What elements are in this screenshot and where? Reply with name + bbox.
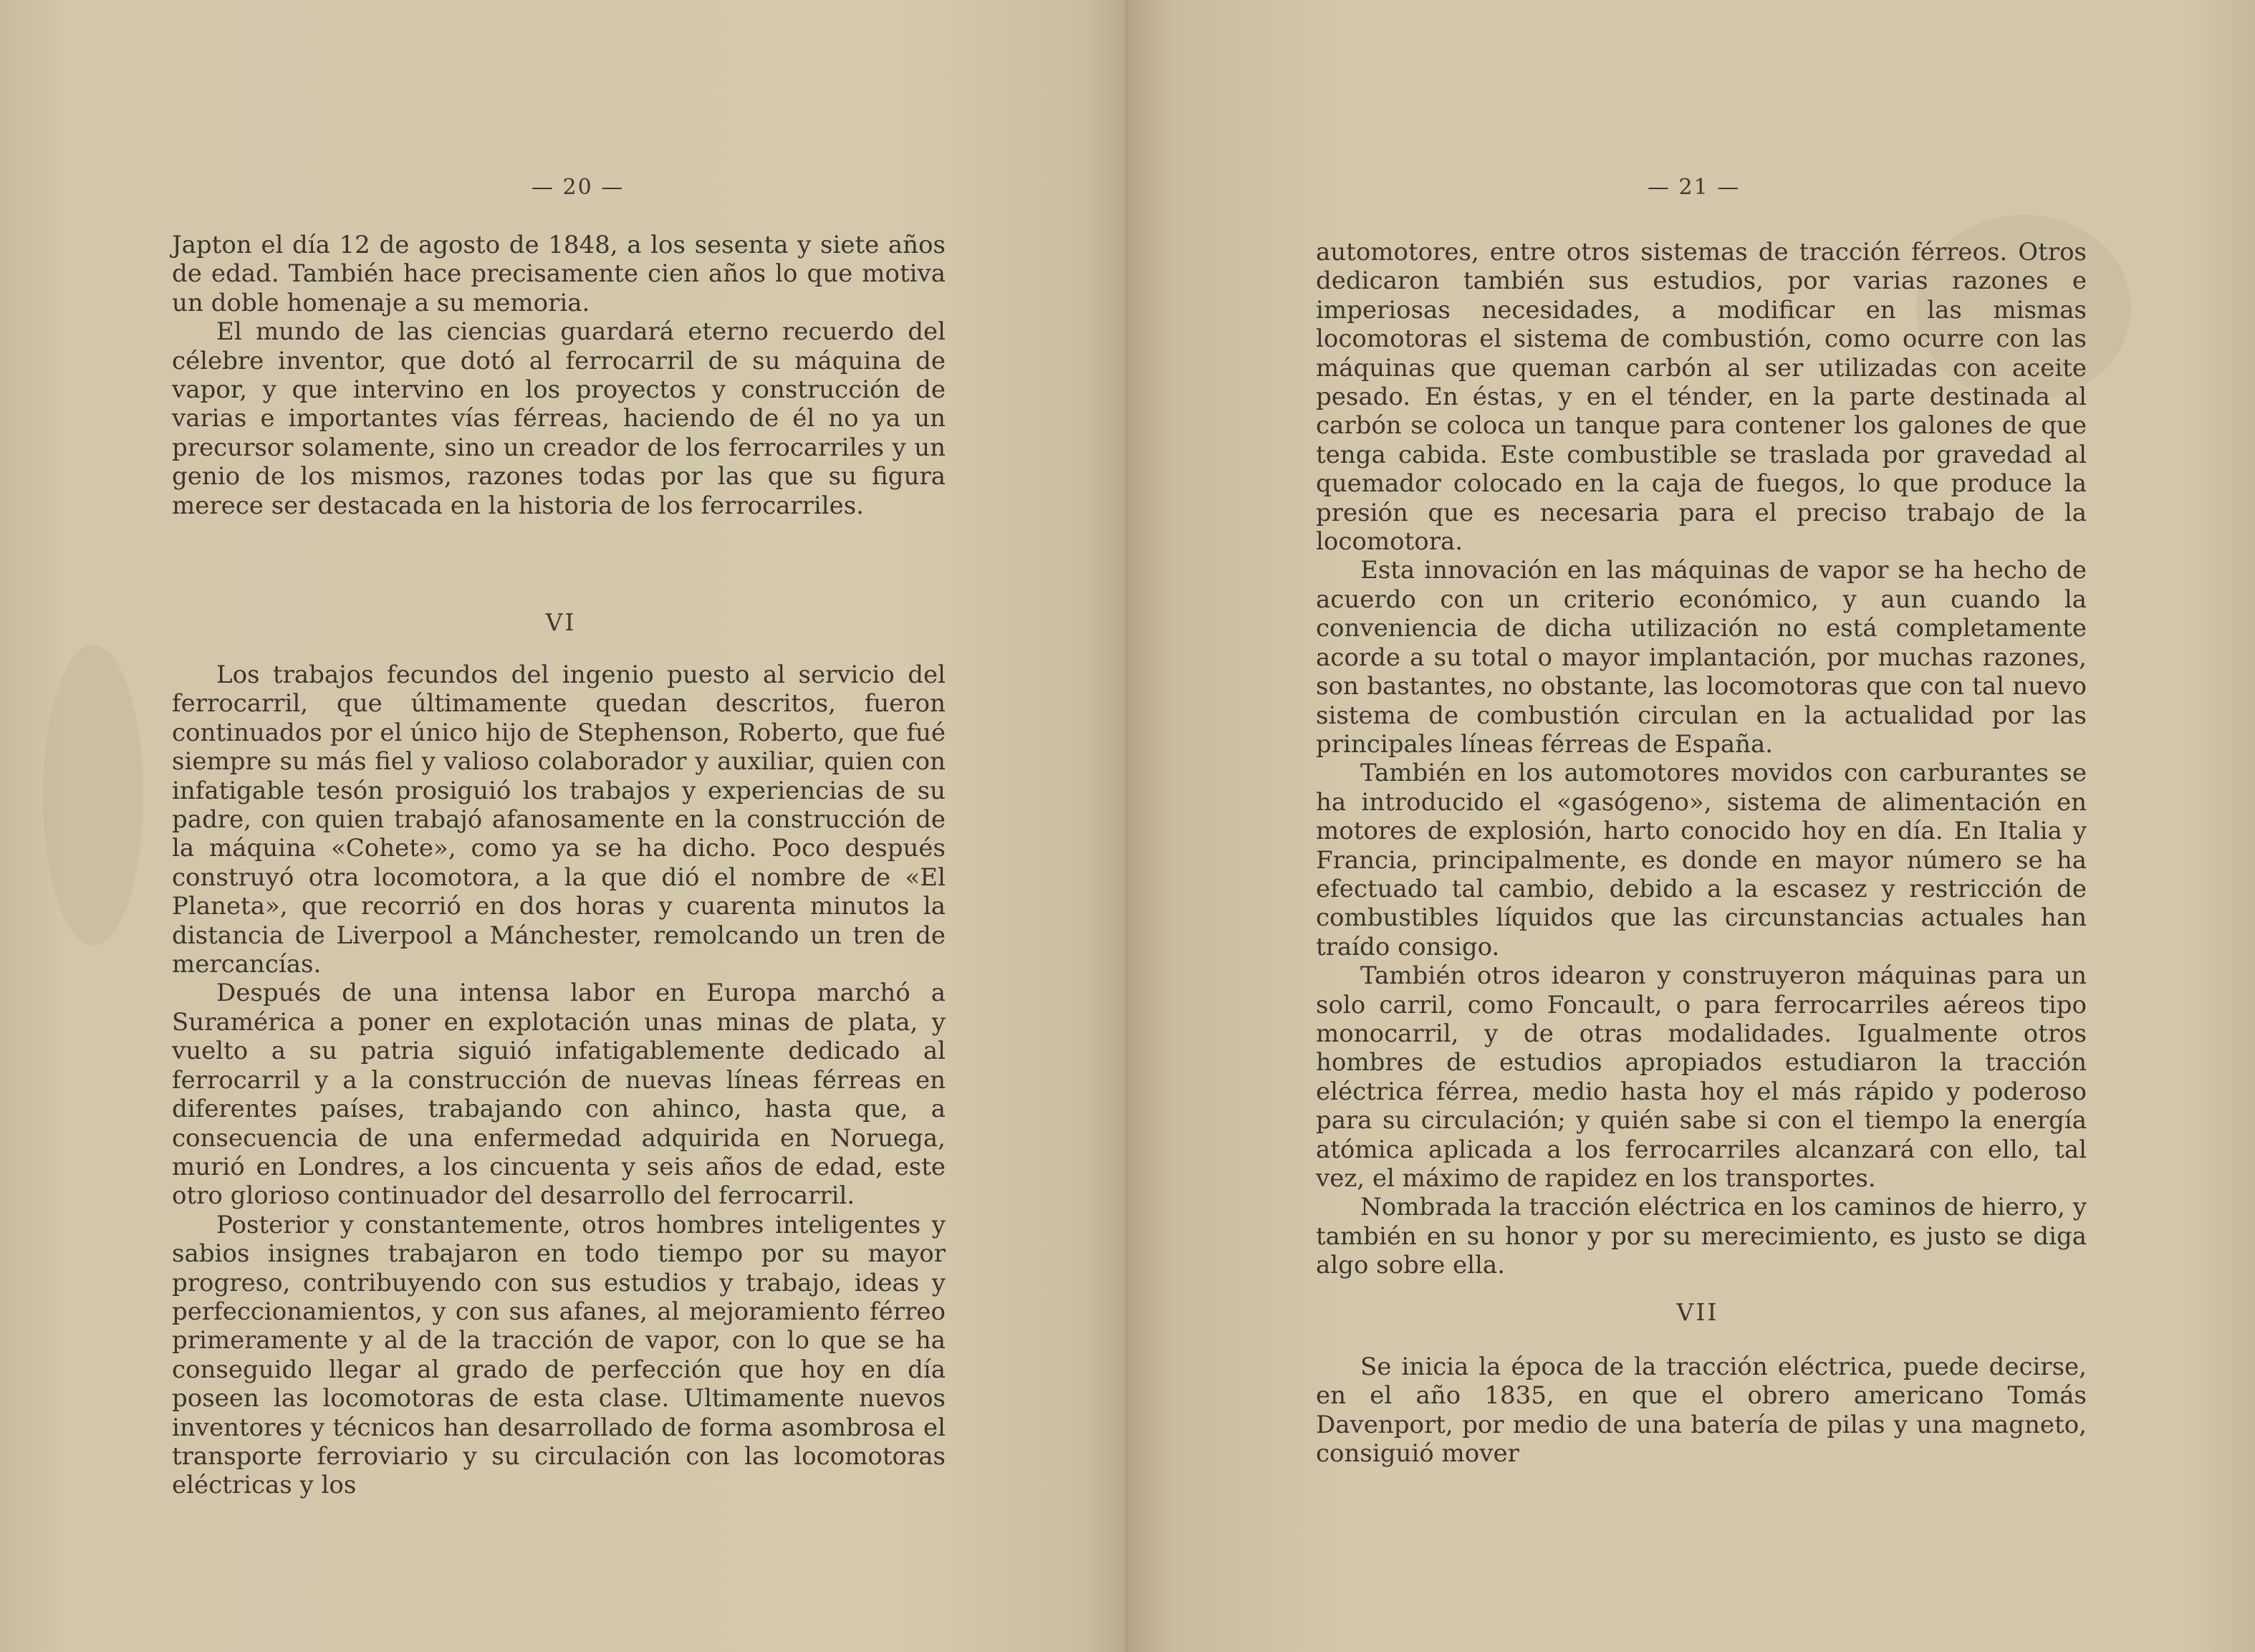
paragraph: Japton el día 12 de agosto de 1848, a los sesenta y siete años de edad. También hace precisamente cien años lo que motiva un doble homenaje a su memoria. [172, 231, 946, 317]
left-top-text [172, 231, 946, 520]
section-heading: VI [545, 608, 577, 636]
paragraph: El mundo de las ciencias guardará eterno recuerdo del célebre inventor, que dotó al ferrocarril de su máquina de vapor, y que intervino en los proyectos y construcción de varias e importantes vías férreas, haciendo de él no ya un precursor solamente, sino un creador de los ferrocarriles y un genio de los mismos, razones todas por las que su figura merece ser destacada en la historia de los ferrocarriles. [172, 317, 946, 520]
paper-stain [43, 645, 143, 946]
paragraph: Nombrada la tracción eléctrica en los caminos de hierro, y también en su honor y por su merecimiento, es justo se diga algo sobre ella. [1316, 1193, 2087, 1280]
paragraph: Posterior y constantemente, otros hombres inteligentes y sabios insignes trabajaron en todo tiempo por su mayor progreso, contribuyendo con sus estudios y trabajo, ideas y perfeccionamientos, y con sus afanes, al mejoramiento férreo primeramente y al de la tracción de vapor, con lo que se ha conseguido llegar al grado de perfección que hoy en día poseen las locomotoras de esta clase. Ultimamente nuevos inventores y técnicos han desarrollado de forma asombrosa el transporte ferroviario y su circulación con las locomotoras eléctricas y los [172, 1210, 946, 1500]
right-page [1128, 0, 2255, 1652]
right-top-text [1316, 238, 2087, 1280]
page-number: — 21 — [1648, 175, 1741, 200]
paragraph: También en los automotores movidos con carburantes se ha introducido el «gasógeno», sistema de alimentación en motores de explosión, harto conocido hoy en día. En Italia y Francia, principalmente, es donde en mayor número se ha efectuado tal cambio, debido a la escasez y restricción de combustibles líquidos que las circunstancias actuales han traído consigo. [1316, 759, 2087, 961]
paragraph: Esta innovación en las máquinas de vapor se ha hecho de acuerdo con un criterio económico, y aun cuando la conveniencia de dicha utilización no está completamente acorde a su total o mayor implantación, por muchas razones, son bastantes, no obstante, las locomotoras que con tal nuevo sistema de combustión circulan en la actualidad por las principales líneas férreas de España. [1316, 556, 2087, 759]
page-number: — 20 — [532, 175, 625, 200]
right-section-text [1316, 1353, 2087, 1469]
paragraph: Los trabajos fecundos del ingenio puesto al servicio del ferrocarril, que últimamente quedan descritos, fueron continuados por el único hijo de Stephenson, Roberto, que fué siempre su más fiel y valioso colaborador y auxiliar, quien con infatigable tesón prosiguió los trabajos y experiencias de su padre, con quien trabajó afanosamente en la construcción de la máquina «Cohete», como ya se ha dicho. Poco después construyó otra locomotora, a la que dió el nombre de «El Planeta», que recorrió en dos horas y cuarenta minutos la distancia de Liverpool a Mánchester, remolcando un tren de mercancías. [172, 661, 946, 979]
paragraph: Se inicia la época de la tracción eléctrica, puede decirse, en el año 1835, en que el obrero americano Tomás Davenport, por medio de una batería de pilas y una magneto, consiguió mover [1316, 1353, 2087, 1469]
left-section-text [172, 661, 946, 1500]
section-heading: VII [1676, 1298, 1719, 1326]
paragraph: Después de una intensa labor en Europa marchó a Suramérica a poner en explotación unas minas de plata, y vuelto a su patria siguió infatigablemente dedicado al ferrocarril y a la construcción de nuevas líneas férreas en diferentes países, trabajando con ahinco, hasta que, a consecuencia de una enfermedad adquirida en Noruega, murió en Londres, a los cincuenta y seis años de edad, este otro glorioso continuador del desarrollo del ferrocarril. [172, 979, 946, 1211]
paragraph: automotores, entre otros sistemas de tracción férreos. Otros dedicaron también sus estudios, por varias razones e imperiosas necesidades, a modificar en las mismas locomotoras el sistema de combustión, como ocurre con las máquinas que queman carbón al ser utilizadas con aceite pesado. En éstas, y en el ténder, en la parte destinada al carbón se coloca un tanque para contener los galones de que tenga cabida. Este combustible se traslada por gravedad al quemador colocado en la caja de fuegos, lo que produce la presión que es necesaria para el preciso trabajo de la locomotora. [1316, 238, 2087, 557]
paragraph: También otros idearon y construyeron máquinas para un solo carril, como Foncault, o para ferrocarriles aéreos tipo monocarril, y de otras modalidades. Igualmente otros hombres de estudios apropiados estudiaron la tracción eléctrica férrea, medio hasta hoy el más rápido y poderoso para su circulación; y quién sabe si con el tiempo la energía atómica aplicada a los ferrocarriles alcanzará con ello, tal vez, el máximo de rapidez en los transportes. [1316, 961, 2087, 1193]
